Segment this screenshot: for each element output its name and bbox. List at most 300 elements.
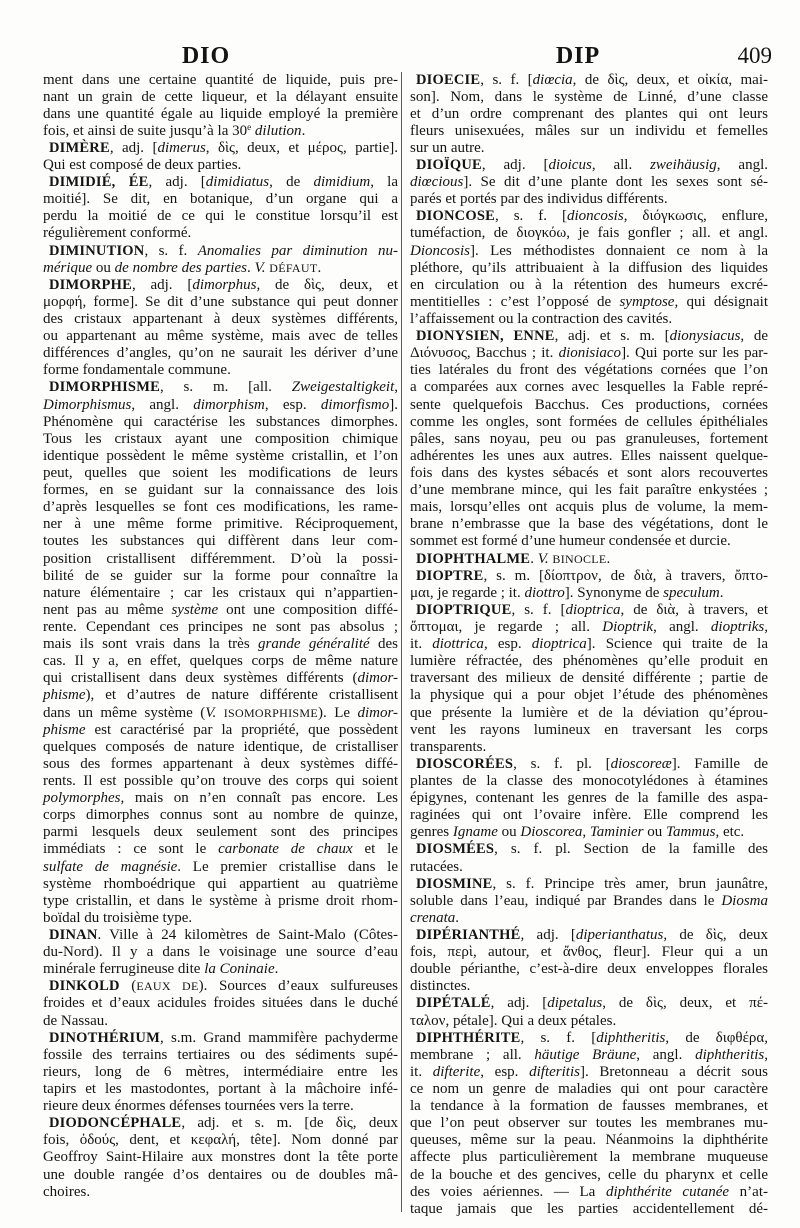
text-run: perdu la moitié de ce qui le constitue lorsqu’il est [43, 208, 398, 225]
line-text [416, 927, 768, 944]
entry-diperianthe [410, 927, 768, 995]
line-text [410, 1081, 768, 1098]
text-line [410, 568, 768, 585]
line-text [43, 414, 398, 431]
line-text [43, 995, 398, 1012]
text-run: sente quelquefois Bacchus. Ces productions, cornées [410, 396, 768, 413]
text-run: identique possèdent le même système cristallin, et l’on [43, 447, 398, 464]
text-run: choires. [43, 1183, 91, 1200]
text-run: la physique qui a pour objet l’étude des phénomènes [410, 687, 768, 704]
text-run: , all. [591, 157, 651, 174]
text-run: a comparées aux cornes avec lesquelles la Fable repré- [410, 379, 768, 396]
text-run: brane n’embrasse que la base des végétations, dont le [410, 516, 768, 533]
text-line [43, 414, 398, 431]
line-text [410, 499, 768, 516]
text-line [410, 465, 768, 482]
text-run: , s. f. [ [511, 601, 566, 618]
line-text [410, 482, 768, 499]
text-line [410, 157, 768, 174]
text-run: double périanthe, c’est-à-dire deux enveloppes florales [410, 961, 768, 978]
text-line [43, 602, 398, 619]
line-text [416, 551, 610, 568]
text-line [43, 1167, 398, 1184]
line-text [43, 328, 398, 345]
line-text [410, 397, 768, 414]
text-line [410, 995, 768, 1012]
line-text [43, 465, 398, 482]
italic-text: Dioncosis [410, 242, 470, 259]
line-text [410, 1167, 768, 1184]
italic-text: dimor- [357, 704, 399, 721]
line-text [49, 927, 398, 944]
small-caps-text: BINOCLE [552, 551, 607, 566]
text-run: , angl. [653, 619, 711, 635]
line-text [49, 140, 398, 157]
line-text [410, 140, 485, 157]
text-line [43, 260, 398, 277]
line-text [43, 585, 398, 602]
line-text [410, 910, 459, 927]
text-run: ce nom un genre de maladies qui ont pour caractère [410, 1080, 768, 1097]
italic-text: diœcious [410, 174, 464, 191]
text-line [43, 1030, 398, 1047]
text-run: ), et d’autres de nature différente cristallisent [85, 687, 398, 704]
line-text [410, 739, 486, 756]
headword: DIOSMÉES [416, 841, 495, 858]
italic-text: häutige Bräune [534, 1046, 637, 1063]
line-text [49, 243, 398, 260]
italic-text: V. [537, 550, 549, 567]
text-line [43, 533, 398, 550]
text-run: , adj. [ [148, 174, 206, 191]
text-run: . [274, 961, 279, 978]
entry-dimorphisme [43, 379, 398, 927]
line-text [49, 1030, 398, 1047]
text-run: de la bouche et des gencives, celle du pharynx et celle [410, 1166, 768, 1183]
text-run: son]. Nom, dans le système de Linné, d’une classe [410, 88, 768, 105]
line-text [416, 157, 768, 174]
italic-text: diœcia [532, 71, 573, 88]
text-run: qui cristallisent dans deux systèmes différents ( [43, 670, 358, 687]
text-line [43, 448, 398, 465]
line-text [43, 482, 398, 499]
italic-text: Tammus [665, 824, 716, 841]
line-text [43, 722, 398, 739]
headword: DIOSMINE [416, 875, 493, 892]
text-run: , angl. [131, 396, 194, 413]
line-text [43, 910, 192, 927]
line-text [410, 670, 768, 687]
text-run: , s. f. [ [520, 1029, 597, 1046]
text-run: adhérentes les unes aux autres. Elles naissent quelque- [410, 447, 768, 464]
italic-text: difteritis [529, 1063, 580, 1080]
line-text [410, 859, 463, 876]
text-run: fleurs unisexuées, mâles sur un individu et femelles [410, 122, 768, 139]
italic-text: mérique [43, 259, 93, 276]
line-text [43, 516, 398, 533]
text-line [43, 841, 398, 858]
line-text [410, 790, 768, 807]
line-text [410, 516, 768, 533]
text-line [43, 1013, 398, 1030]
line-text [43, 397, 398, 414]
italic-text: Zweigestaltigkeit [291, 379, 395, 396]
text-run: traversant des milieux de densité différente ; partie de [410, 670, 768, 687]
text-run: comme les ongles, sont formées de cellules épithéliales [410, 413, 768, 430]
line-text [43, 961, 278, 978]
text-line [410, 243, 768, 260]
line-text [410, 1047, 768, 1064]
text-run: ment dans une certaine quantité de liquide, puis pre- [43, 71, 398, 88]
text-run: , de [740, 328, 768, 345]
line-text [43, 893, 398, 910]
text-run: bilité de se guider sur la forme pour connaître la [43, 567, 398, 584]
text-line [43, 739, 398, 756]
italic-text: Dioptrik [602, 619, 654, 635]
text-line [410, 670, 768, 687]
text-run: fois, περὶ, autour, et ἄνθος, fleur]. Fleur qui a un [410, 944, 768, 961]
italic-text: carbonate de chaux [218, 841, 353, 858]
text-run: , de δὶς, deux, et [256, 276, 399, 293]
line-text [43, 756, 398, 773]
italic-text: la Coninaie [204, 961, 275, 978]
text-run: plantes de la classe des monocotylédones à étamines [410, 772, 768, 789]
text-run: des [369, 636, 399, 653]
italic-text: diottro [524, 584, 565, 601]
line-text [43, 824, 398, 841]
text-run: nant un grain de cette liqueur, et la délayant ensuite [43, 88, 398, 105]
line-text [410, 1013, 616, 1030]
text-run: , mais on n’en connaît pas encore. Les [120, 790, 398, 807]
text-line [43, 961, 398, 978]
italic-text: difterite [432, 1063, 481, 1080]
text-run: ou [643, 824, 666, 841]
text-run: et d’un ordre comprenant des plantes qui ont leurs [410, 105, 768, 122]
text-run: , de δὶς, deux [663, 926, 768, 943]
text-run: ]. Science qui traite de la [586, 636, 768, 653]
text-line [43, 499, 398, 516]
italic-text: diphtheritis [596, 1029, 666, 1046]
text-run: ]. Bretonneau a décrit sous [579, 1063, 768, 1080]
text-run: n’at- [729, 1183, 768, 1200]
text-line [410, 1132, 768, 1149]
line-text [43, 619, 398, 636]
line-text [43, 294, 398, 311]
text-run: vent les rayons lumineux en traversant les corps [410, 721, 768, 738]
italic-text: dimor- [357, 670, 398, 687]
text-line [410, 516, 768, 533]
text-run: position cristallisent différemment. D’où la possi- [43, 550, 398, 567]
text-line [410, 1149, 768, 1166]
text-line [410, 790, 768, 807]
line-text [410, 1184, 768, 1201]
headword: DIPHTHÉRITE [416, 1029, 521, 1046]
text-run: rieure deux énormes défenses tournées vers la terre. [43, 1098, 354, 1115]
line-text [43, 807, 398, 824]
text-run: affecte plus particulièrement la membrane muqueuse [410, 1149, 768, 1166]
text-line [43, 1098, 398, 1115]
text-line [410, 705, 768, 722]
italic-text: V. [254, 259, 266, 276]
text-run: . [317, 259, 322, 276]
text-run: , adj. [ [109, 139, 158, 156]
text-run: soluble dans l’eau, indiqué par Brandes dans le [410, 892, 722, 909]
line-text [43, 362, 231, 379]
text-line [410, 722, 768, 739]
text-line [43, 773, 398, 790]
line-text [43, 106, 398, 123]
line-text [410, 243, 768, 260]
text-run: ]. Synonyme de [564, 584, 664, 601]
text-line [410, 910, 768, 927]
entry-diodoncephale [43, 1115, 398, 1201]
line-text [43, 123, 305, 141]
line-text [49, 379, 398, 396]
headword: DIOSCORÉES [416, 755, 514, 772]
italic-text: dioncosis [567, 208, 624, 225]
line-text [416, 1030, 768, 1047]
text-line [43, 859, 398, 876]
italic-text: dimorfismo [320, 396, 390, 413]
text-run: raginées qui ont l’ovaire infère. Elle comprend les [410, 807, 768, 824]
line-text [43, 551, 398, 568]
text-run: corps dimorphes connus sont au nombre de quinze, [43, 807, 398, 824]
line-text [43, 208, 398, 225]
headword: DIPÉRIANTHÉ [416, 926, 521, 943]
line-text [416, 841, 768, 858]
text-run: Qui est composé de deux parties. [43, 157, 242, 174]
line-text [410, 705, 768, 722]
text-run [216, 705, 223, 721]
text-run: , de διφθέρα, [665, 1029, 769, 1046]
text-run: distinctes. [410, 978, 471, 995]
entry-diosmine [410, 876, 768, 927]
text-run: ]. Qui porte sur les par- [621, 345, 768, 362]
text-line [410, 362, 768, 379]
text-line [410, 448, 768, 465]
text-line [410, 1115, 768, 1132]
text-line [43, 431, 398, 448]
line-text [49, 174, 398, 191]
italic-text: Dimorphismus [43, 396, 132, 413]
line-text [410, 824, 744, 841]
entry-dioecie [410, 72, 768, 158]
text-line [43, 294, 398, 311]
text-run: pâles, sans noyau, peu ou pas granuleuses, fortement [410, 430, 768, 447]
text-run: . Le premier cristallise dans le [177, 858, 399, 875]
italic-text: diottrica [432, 636, 484, 653]
text-run: ties latérales du front des végétations cornées que l’on [410, 362, 768, 379]
text-run: fois dans des kystes sébacés et sont alors recouvertes [410, 465, 768, 482]
text-run: , s. f. pl. Section de la famille des [494, 841, 768, 858]
headword: DINAN [49, 926, 98, 943]
text-line [43, 362, 398, 379]
text-line [410, 739, 768, 756]
italic-text: de nombre des parties [114, 259, 247, 276]
text-line [410, 1047, 768, 1064]
line-text [43, 89, 398, 106]
line-text [43, 1013, 108, 1030]
text-line [410, 191, 768, 208]
text-line [410, 123, 768, 140]
text-line [43, 876, 398, 893]
text-line [43, 944, 398, 961]
text-run: ). Le [318, 704, 358, 721]
text-run: , [764, 619, 768, 635]
text-line [410, 1013, 768, 1030]
line-text [410, 944, 768, 961]
headword: DIOPTRE [416, 567, 484, 584]
text-line [43, 568, 398, 585]
text-run: est caractérisé par la propriété, que possèdent [85, 721, 398, 738]
text-run: ]. [389, 396, 398, 413]
italic-text: polymorphes [43, 790, 121, 807]
line-text [410, 1064, 768, 1081]
text-run: froides et d’eaux acidules froides situées dans le duché [43, 995, 398, 1012]
text-line [410, 756, 768, 773]
text-line [410, 961, 768, 978]
line-text [49, 978, 398, 995]
text-line [43, 824, 398, 841]
text-run: rutacées. [410, 858, 463, 875]
line-text [410, 448, 768, 465]
italic-text: grande généralité [258, 636, 370, 653]
line-text [416, 72, 768, 89]
text-run: formes, en se guidant sur la connaissance des lois [43, 482, 398, 499]
text-run: , adj. [ [481, 157, 549, 174]
line-text [410, 431, 768, 448]
text-line [43, 243, 398, 260]
entry-diminution [43, 243, 398, 277]
line-text [43, 1149, 398, 1166]
text-run: nent pas au même [43, 601, 172, 618]
text-run: rents. Il est possible qu’on trouve des corps qui soient [43, 772, 398, 789]
italic-text: Dioscorea [520, 824, 583, 841]
text-run: rente. Cependant ces principes ne sont pas absolus ; [43, 619, 398, 635]
text-line [43, 277, 398, 294]
text-run: pléthore, qu’ils attribuaient à la diffusion des liquides [410, 259, 768, 276]
text-run: , esp. [483, 636, 532, 653]
text-line [410, 807, 768, 824]
text-line [43, 379, 398, 396]
headword: DIONCOSE [416, 208, 495, 225]
text-line [43, 157, 398, 174]
line-text [410, 722, 768, 739]
text-run: . [719, 584, 724, 601]
line-text [410, 311, 672, 328]
text-run: régulièrement conformé. [43, 225, 192, 242]
text-run: type cristallin, et dans le système à prisme droit rhom- [43, 892, 398, 909]
line-text [43, 790, 398, 807]
text-run: , angl. [716, 157, 768, 174]
italic-text: dionisiaco [558, 345, 622, 362]
entry-continuation [43, 72, 398, 140]
text-line [43, 619, 398, 636]
line-text [410, 89, 768, 106]
line-text [410, 225, 768, 242]
italic-text: dioscoreæ [610, 755, 672, 772]
line-text [43, 739, 398, 756]
line-text [43, 311, 398, 328]
line-text [410, 345, 768, 362]
text-line [43, 551, 398, 568]
text-line [410, 1184, 768, 1201]
small-caps-text: EAUX DE [136, 979, 199, 994]
line-text [410, 807, 768, 824]
text-run: l’affaissement ou la contraction des cavités. [410, 311, 673, 328]
line-text [43, 568, 398, 585]
line-text [43, 448, 398, 465]
text-line [43, 328, 398, 345]
headword: DIMORPHE [49, 276, 132, 293]
text-run: ont une composition diffé- [218, 601, 398, 618]
line-text [410, 1149, 768, 1166]
entry-dioscorees [410, 756, 768, 842]
italic-text: dimidium [313, 174, 371, 191]
italic-text: dimorphus [192, 276, 257, 293]
text-line [43, 1081, 398, 1098]
italic-text: symptose [619, 293, 675, 310]
text-run: ou [497, 824, 521, 841]
text-line [410, 1167, 768, 1184]
line-text [410, 687, 768, 704]
italic-text: diphthérite cutanée [605, 1183, 730, 1200]
text-run: des voies aériennes. — La [410, 1183, 606, 1200]
text-line [410, 277, 768, 294]
text-line [43, 106, 398, 123]
text-run: queuses, même sur la peau. Néanmoins la diphthérite [410, 1132, 768, 1149]
text-run: et le [352, 841, 398, 858]
text-line [410, 345, 768, 362]
text-run: , s. f. pl. [ [513, 755, 611, 772]
text-line [410, 824, 768, 841]
column-divider [401, 72, 402, 1212]
line-text [43, 157, 241, 174]
text-line [410, 944, 768, 961]
headword: DIMÈRE [49, 139, 110, 156]
text-run: , la [370, 174, 398, 191]
line-text [43, 72, 398, 89]
italic-text: dioicus [548, 157, 592, 174]
line-text [416, 876, 768, 893]
line-text [410, 106, 768, 123]
text-run: ( [119, 978, 137, 995]
line-text [410, 123, 768, 140]
text-run: sous des formes appartenant à deux systèmes diffé- [43, 755, 398, 772]
line-text [410, 585, 724, 602]
text-line [43, 482, 398, 499]
text-line [410, 260, 768, 277]
text-run: taque jamais que les parties accidentellement dé- [410, 1200, 768, 1217]
text-run: Tous les cristaux ayant une composition chimique [43, 430, 398, 447]
italic-text: crenata [410, 909, 456, 926]
small-caps-text: DÉFAUT [269, 260, 318, 275]
text-line [410, 328, 768, 345]
text-run: , esp. [264, 396, 321, 413]
text-line [410, 841, 768, 858]
text-run: du-Nord). Il y a dans le voisinage une source d’eau [43, 944, 398, 961]
line-text [410, 260, 768, 277]
text-line [410, 653, 768, 670]
entry-dipetale [410, 995, 768, 1029]
headword: DIOPTRIQUE [416, 601, 512, 618]
entry-dimidie-ee [43, 174, 398, 242]
text-run: , [764, 1046, 769, 1063]
line-text [410, 1201, 768, 1218]
text-run: mentitielles : c’est l’opposé de [410, 293, 620, 310]
text-line [410, 551, 768, 568]
italic-text: dilution [254, 122, 302, 139]
